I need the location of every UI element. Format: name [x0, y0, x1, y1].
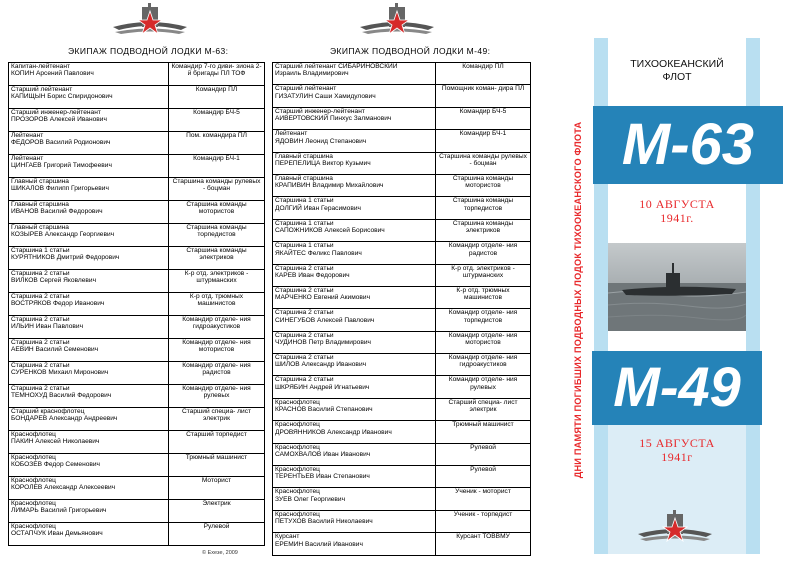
crew-name: КУРЯТНИКОВ Дмитрий Федорович — [11, 254, 120, 262]
crew-member-cell — [273, 466, 436, 488]
crew-rank: Краснофлотец — [275, 421, 320, 429]
crew-rank: Краснофлотец — [11, 454, 56, 461]
crew-name: ИВАНОВ Василий Федорович — [11, 208, 103, 216]
crew-m49-table — [272, 62, 531, 556]
crew-post: Командир отделе- ния мотористов — [448, 331, 518, 347]
crew-member-cell — [273, 376, 436, 398]
crew-rank: Старшина 2 статьи — [275, 376, 334, 384]
crew-name: ШИЛОВ Александр Иванович — [275, 361, 367, 369]
crew-member-cell — [9, 385, 169, 408]
crew-post: Командир БЧ-1 — [193, 155, 240, 162]
crew-name: БОНДАРЕВ Александр Андреевич — [11, 415, 118, 423]
crew-rank: Главный старшина — [11, 201, 69, 208]
crew-name: ГИЗАТУЛИН Саши Хамидулович — [275, 92, 376, 100]
date-m63-line2: 1941г. — [660, 211, 694, 225]
crew-post-cell — [169, 247, 265, 270]
boat-m49-label: М-49 — [613, 355, 741, 418]
crew-post: Командир отделе- ния радистов — [182, 362, 251, 377]
crew-post: Командир отделе- ния радистов — [448, 242, 518, 257]
crew-row — [9, 224, 265, 247]
crew-post-cell — [436, 533, 531, 555]
crew-member-cell — [9, 408, 169, 431]
crew-row — [9, 109, 265, 132]
crew-m63-table — [8, 62, 265, 546]
crew-member-cell — [273, 219, 436, 241]
crew-post: Пом. командира ПЛ — [186, 132, 247, 139]
crew-rank: Старший краснофлотец — [11, 408, 85, 415]
memorial-caption-text: ДНИ ПАМЯТИ ПОГИБШИХ ПОДВОДНЫХ ЛОДОК ТИХООКЕАНСКОГО ФЛОТА — [573, 121, 583, 479]
crew-rank: Главный старшина — [11, 224, 69, 231]
crew-member-cell — [273, 85, 436, 107]
crew-post-cell — [436, 242, 531, 264]
crew-row — [273, 331, 531, 353]
crew-rank: Старшина 1 статьи — [275, 219, 334, 227]
crew-rank: Старшина 2 статьи — [11, 385, 70, 392]
crew-name: ДРОВЯННИКОВ Александр Иванович — [275, 428, 392, 436]
date-m49-line2: 1941г — [661, 450, 693, 464]
crew-row — [273, 174, 531, 196]
crew-post: Рулевой — [470, 443, 496, 451]
crew-post: Командир отделе- ния рулевых — [182, 385, 251, 400]
crew-post: Ученик - торпедист — [453, 510, 513, 518]
crew-post: Моторист — [201, 477, 232, 484]
crew-member-cell — [273, 398, 436, 420]
crew-rank: Курсант — [275, 533, 300, 541]
crew-rank: Старшина 2 статьи — [275, 354, 334, 362]
crew-row — [273, 488, 531, 510]
crew-row — [273, 421, 531, 443]
crew-post: Командир отделе- ния рулевых — [448, 376, 518, 391]
crew-member-cell — [9, 339, 169, 362]
crew-name: ЗУЕВ Олег Георгиевич — [275, 495, 346, 503]
crew-member-cell — [9, 362, 169, 385]
crew-post-cell — [436, 376, 531, 398]
crew-name: САПОЖНИКОВ Алексей Борисович — [275, 227, 385, 235]
crew-row — [273, 510, 531, 532]
crew-rank: Старшина 2 статьи — [275, 264, 334, 272]
crew-row — [273, 107, 531, 129]
crew-member-cell — [273, 107, 436, 129]
crew-post-cell — [169, 293, 265, 316]
crew-post: Командир ПЛ — [462, 63, 504, 70]
crew-member-cell — [273, 354, 436, 376]
crew-member-cell — [9, 293, 169, 316]
crew-name: ЯДОВИН Леонид Степанович — [275, 137, 367, 145]
crew-rank: Краснофлотец — [275, 488, 320, 496]
crew-rank: Краснофлотец — [11, 500, 56, 507]
crew-row — [9, 523, 265, 546]
crew-rank: Старший лейтенант — [275, 85, 337, 93]
crew-post-cell — [169, 477, 265, 500]
crew-name: ТЕМНОХУД Василий Федорович — [11, 392, 112, 400]
crew-rank: Краснофлотец — [275, 466, 320, 474]
crew-rank: Главный старшина — [275, 152, 333, 160]
crew-name: ИЛЬИН Иван Павлович — [11, 323, 84, 331]
crew-rank: Краснофлотец — [275, 510, 320, 518]
crew-post: Командир отделе- ния гидроакустиков — [182, 316, 251, 331]
crew-name: МАРЧЕНКО Евгений Акимович — [275, 294, 371, 302]
crew-member-cell — [9, 454, 169, 477]
crew-post: Старшина команды рулевых - боцман — [172, 178, 261, 193]
crew-row — [9, 362, 265, 385]
crew-member-cell — [273, 197, 436, 219]
crew-name: КРАПИВИН Владимир Михайлович — [275, 182, 384, 190]
crew-post-cell — [436, 264, 531, 286]
crew-member-cell — [9, 63, 169, 86]
crew-member-cell — [273, 421, 436, 443]
crew-post-cell — [169, 224, 265, 247]
crew-name: ЛИМАРЬ Василий Григорьевич — [11, 507, 107, 515]
crew-rank: Старшина 2 статьи — [11, 339, 70, 346]
crew-name: КАРЕВ Иван Федорович — [275, 271, 350, 279]
crew-post-cell — [436, 85, 531, 107]
crew-rank: Краснофлотец — [11, 523, 56, 530]
crew-row — [9, 408, 265, 431]
crew-row — [9, 155, 265, 178]
crew-post-cell — [436, 331, 531, 353]
crew-row — [9, 385, 265, 408]
crew-post-cell — [169, 178, 265, 201]
crew-post-cell — [169, 86, 265, 109]
crew-row — [273, 242, 531, 264]
crew-row — [273, 286, 531, 308]
crew-post: Старшина команды торпедистов — [452, 197, 514, 212]
crew-name: ШКРЯБИН Андрей Игнатьевич — [275, 383, 370, 391]
crew-post: Помощник коман- дира ПЛ — [441, 85, 525, 93]
crew-post-cell — [169, 270, 265, 293]
crew-member-cell — [9, 155, 169, 178]
fleet-heading — [608, 58, 746, 84]
crew-name: ПЕТУХОВ Василий Николаевич — [275, 518, 373, 526]
crew-row — [9, 500, 265, 523]
crew-post-cell — [436, 398, 531, 420]
crew-post-cell — [169, 362, 265, 385]
crew-row — [273, 309, 531, 331]
crew-rank: Старший инженер-лейтенант — [11, 109, 101, 116]
crew-name: ТЕРЕНТЬЕВ Иван Степанович — [275, 473, 370, 481]
crew-post: К-р отд. электриков - штурманских — [184, 270, 249, 285]
crew-member-cell — [273, 533, 436, 555]
crew-post: Командир БЧ-5 — [459, 107, 507, 115]
crew-row — [9, 132, 265, 155]
crew-rank: Краснофлотец — [11, 431, 56, 438]
crew-row — [9, 477, 265, 500]
navy-star-emblem-icon — [630, 510, 720, 550]
crew-rank: Лейтенант — [11, 132, 44, 139]
crew-member-cell — [273, 152, 436, 174]
crew-post: Старшина команды мотористов — [186, 201, 247, 216]
crew-rank: Старшина 2 статьи — [275, 286, 334, 294]
crew-rank: Старшина 2 статьи — [275, 331, 334, 339]
crew-row — [9, 201, 265, 224]
crew-post: Рулевой — [203, 523, 230, 530]
crew-post: Командир отделе- ния торпедистов — [448, 309, 518, 324]
crew-post: К-р отд. трюмных машинистов — [189, 293, 244, 308]
crew-name: СУРЕНКОВ Михаил Миронович — [11, 369, 109, 377]
crew-rank: Главный старшина — [275, 174, 333, 182]
crew-post-cell — [169, 385, 265, 408]
crew-rank: Краснофлотец — [275, 443, 320, 451]
crew-m49-title: ЭКИПАЖ ПОДВОДНОЙ ЛОДКИ М-49: — [330, 46, 491, 56]
crew-rank: Старшина 2 статьи — [11, 316, 70, 323]
crew-member-cell — [273, 130, 436, 152]
crew-post-cell — [436, 197, 531, 219]
crew-post: Курсант ТОВВМУ — [456, 533, 510, 541]
crew-post-cell — [169, 454, 265, 477]
crew-post: Командир БЧ-5 — [193, 109, 240, 116]
crew-rank: Краснофлотец — [275, 398, 320, 406]
crew-row — [273, 376, 531, 398]
crew-name: КОЗЫРЕВ Александр Георгиевич — [11, 231, 115, 239]
crew-m63-title: ЭКИПАЖ ПОДВОДНОЙ ЛОДКИ М-63: — [68, 46, 229, 56]
date-m63 — [608, 197, 746, 225]
crew-rank: Старшина 2 статьи — [275, 309, 334, 317]
crew-post-cell — [436, 63, 531, 85]
crew-rank: Старшина 2 статьи — [11, 293, 70, 300]
crew-member-cell — [9, 316, 169, 339]
crew-member-cell — [273, 309, 436, 331]
crew-post-cell — [169, 408, 265, 431]
crew-member-cell — [273, 510, 436, 532]
crew-member-cell — [273, 63, 436, 85]
crew-post-cell — [169, 132, 265, 155]
crew-member-cell — [273, 443, 436, 465]
crew-row — [273, 354, 531, 376]
crew-name: КАПИЩЫН Борис Спиридонович — [11, 93, 113, 101]
crew-row — [273, 130, 531, 152]
crew-post-cell — [436, 107, 531, 129]
crew-name: ЯКАЙТЕС Феликс Павлович — [275, 249, 362, 257]
crew-name: ШИКАЛОВ Филипп Григорьевич — [11, 185, 109, 193]
crew-post-cell — [436, 286, 531, 308]
crew-post: Рулевой — [470, 466, 496, 474]
crew-row — [9, 247, 265, 270]
crew-name: ФЕДОРОВ Василий Родионович — [11, 139, 111, 147]
navy-star-emblem-icon — [352, 3, 442, 43]
crew-post-cell — [436, 466, 531, 488]
crew-post: Старшина команды рулевых - боцман — [439, 152, 527, 167]
crew-row — [273, 264, 531, 286]
crew-member-cell — [9, 247, 169, 270]
crew-rank: Лейтенант — [275, 130, 308, 138]
crew-row — [9, 63, 265, 86]
crew-rank: Краснофлотец — [11, 477, 56, 484]
crew-rank: Старшина 2 статьи — [11, 362, 70, 369]
crew-post-cell — [169, 339, 265, 362]
crew-name: ЕРЕМИН Василий Иванович — [275, 540, 363, 548]
crew-post: Трюмный машинист — [452, 421, 514, 429]
crew-row — [9, 293, 265, 316]
crew-post: Командир БЧ-1 — [459, 130, 507, 138]
crew-post: Командир отделе- ния мотористов — [182, 339, 251, 354]
crew-rank: Главный старшина — [11, 178, 69, 185]
crew-post: Старший специа- лист электрик — [448, 398, 518, 414]
crew-member-cell — [273, 488, 436, 510]
crew-member-cell — [9, 86, 169, 109]
crew-post-cell — [169, 500, 265, 523]
crew-post: Командир 7-го диви- зиона 2-й бригады ПЛ ТОФ — [171, 63, 262, 78]
crew-name: САМОХВАЛОВ Иван Иванович — [275, 451, 371, 459]
crew-row — [273, 152, 531, 174]
crew-rank: Капитан-лейтенант — [11, 63, 70, 70]
crew-rank: Старшина 2 статьи — [11, 270, 70, 277]
boat-m63-label: М-63 — [621, 112, 755, 177]
crew-rank: Старший лейтенант СИБАРИНОВСКИЙ — [275, 63, 398, 70]
crew-name: КРАСНОВ Василий Степанович — [275, 406, 373, 414]
crew-name: КОБОЗЕВ Федор Семенович — [11, 461, 100, 469]
crew-name: ПАКИН Алексей Николаевич — [11, 438, 100, 446]
crew-name: ПРОЗОРОВ Алексей Иванович — [11, 116, 107, 124]
crew-post: Старший торпедист — [186, 431, 247, 438]
crew-member-cell — [9, 431, 169, 454]
crew-row — [9, 431, 265, 454]
navy-star-emblem-icon — [105, 3, 195, 43]
submarine-photo — [608, 243, 746, 331]
crew-name: ВИЛКОВ Сергей Яковлевич — [11, 277, 97, 285]
crew-row — [9, 316, 265, 339]
crew-post-cell — [436, 174, 531, 196]
crew-name: АЕВИН Василий Семенович — [11, 346, 99, 354]
crew-member-cell — [273, 174, 436, 196]
crew-post: Командир отделе- ния гидроакустиков — [448, 354, 518, 369]
crew-row — [273, 219, 531, 241]
crew-post: К-р отд. электриков - штурманских — [451, 264, 515, 279]
crew-post: Старшина команды мотористов — [452, 174, 514, 190]
crew-member-cell — [9, 523, 169, 546]
crew-row — [9, 178, 265, 201]
crew-row — [9, 86, 265, 109]
crew-name: КОРОЛЕВ Александр Алексеевич — [11, 484, 116, 492]
crew-member-cell — [9, 132, 169, 155]
crew-row — [9, 339, 265, 362]
copyright-credit: © Exeзе, 2009 — [202, 550, 238, 556]
crew-member-cell — [273, 286, 436, 308]
crew-row — [273, 63, 531, 85]
crew-member-cell — [9, 270, 169, 293]
crew-post-cell — [436, 130, 531, 152]
crew-name: ПЕРЕПЕЛИЦА Виктор Кузьмич — [275, 159, 371, 167]
crew-post-cell — [169, 316, 265, 339]
crew-rank: Старший лейтенант — [11, 86, 73, 93]
crew-name: ЦИНГАЕВ Григорий Тимофеевич — [11, 162, 112, 170]
crew-post: Старший специа- лист электрик — [181, 408, 252, 423]
crew-name: АИВЕРТОВСКИЙ Пинхус Залманович — [275, 115, 392, 123]
crew-post: Командир ПЛ — [195, 86, 238, 93]
crew-post: Старшина команды электриков — [186, 247, 247, 262]
crew-member-cell — [273, 242, 436, 264]
date-m49-line1: 15 АВГУСТА — [639, 436, 715, 450]
fleet-line-1: ТИХООКЕАНСКИЙ — [630, 58, 724, 70]
crew-rank: Старшина 1 статьи — [275, 242, 334, 250]
crew-member-cell — [9, 477, 169, 500]
crew-post: Электрик — [202, 500, 231, 507]
crew-post-cell — [436, 354, 531, 376]
crew-post: Старшина команды электриков — [452, 219, 514, 235]
date-m49 — [608, 436, 746, 464]
crew-member-cell — [273, 331, 436, 353]
crew-member-cell — [9, 109, 169, 132]
crew-post: Старшина команды торпедистов — [186, 224, 247, 239]
crew-name: ОСТАПЧУК Иван Демьянович — [11, 530, 103, 538]
crew-name: ВОСТРЯКОВ Федор Иванович — [11, 300, 105, 308]
crew-post-cell — [169, 155, 265, 178]
crew-row — [9, 270, 265, 293]
crew-row — [273, 197, 531, 219]
crew-name: ДОЛГИЙ Иван Герасимович — [275, 204, 361, 212]
crew-member-cell — [9, 500, 169, 523]
crew-member-cell — [9, 224, 169, 247]
banner-m63 — [593, 106, 783, 184]
crew-rank: Старший инженер-лейтенант — [275, 107, 365, 115]
crew-name: СИНЕГУБОВ Алексей Павлович — [275, 316, 375, 324]
date-m63-line1: 10 АВГУСТА — [639, 197, 715, 211]
crew-name: Израиль Владимирович — [275, 70, 349, 78]
crew-post-cell — [169, 63, 265, 86]
crew-rank: Лейтенант — [11, 155, 44, 162]
banner-m49 — [592, 351, 762, 425]
crew-member-cell — [9, 201, 169, 224]
crew-member-cell — [9, 178, 169, 201]
crew-post-cell — [436, 309, 531, 331]
crew-post-cell — [169, 523, 265, 546]
crew-row — [9, 454, 265, 477]
crew-post: К-р отд. трюмных машинистов — [456, 286, 510, 302]
crew-post-cell — [436, 219, 531, 241]
crew-rank: Старшина 1 статьи — [275, 197, 334, 205]
crew-post-cell — [436, 488, 531, 510]
crew-post-cell — [436, 443, 531, 465]
crew-row — [273, 398, 531, 420]
crew-row — [273, 533, 531, 555]
crew-post-cell — [169, 201, 265, 224]
crew-row — [273, 85, 531, 107]
crew-rank: Старшина 1 статьи — [11, 247, 70, 254]
crew-name: ЧУДИНОВ Петр Владимирович — [275, 339, 371, 347]
crew-post: Ученик - моторист — [455, 488, 511, 496]
crew-post-cell — [169, 109, 265, 132]
crew-post-cell — [436, 152, 531, 174]
crew-name: КОПИН Арсений Павлович — [11, 70, 94, 78]
crew-row — [273, 443, 531, 465]
crew-post-cell — [436, 421, 531, 443]
crew-post: Трюмный машинист — [185, 454, 248, 461]
crew-row — [273, 466, 531, 488]
crew-post-cell — [169, 431, 265, 454]
crew-member-cell — [273, 264, 436, 286]
crew-post-cell — [436, 510, 531, 532]
fleet-line-2: ФЛОТ — [662, 71, 692, 83]
